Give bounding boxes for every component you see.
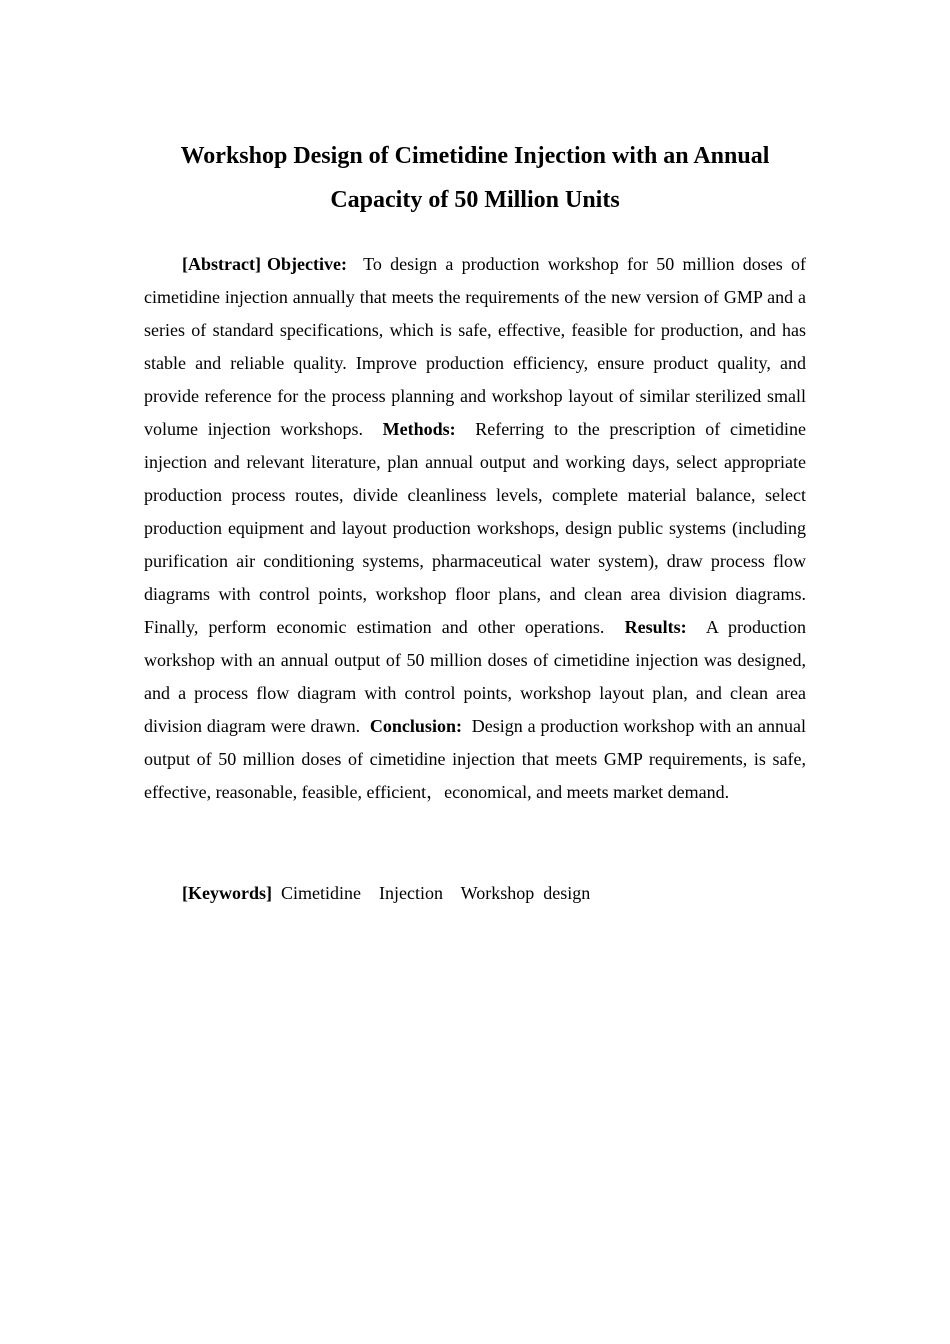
keyword-item: Workshop design [460,883,591,903]
abstract-label: [Abstract] [182,254,261,274]
document-title [144,134,806,222]
abstract-paragraph [144,248,806,809]
conclusion-text: Design a production workshop with an annual output of 50 million doses of cimetidine injection that meets GMP requirements, is safe, effective, reasonable, feasible, efficient，economical, and meets market demand. [144,716,807,802]
keywords-label: [Keywords] [182,883,272,903]
keywords-line [144,877,806,910]
methods-label: Methods: [382,419,456,439]
conclusion-label: Conclusion: [369,716,462,736]
results-label: Results: [624,617,687,637]
methods-text: Referring to the prescription of cimetidine injection and relevant literature, plan annual output and working days, select appropriate production process routes, divide cleanliness levels, complete material balance, select production equipment and layout production workshops, design public systems (including purification air conditioning systems, pharmaceutical water system), draw process flow diagrams with control points, workshop floor plans, and clean area division diagrams. Finally, perform economic estimation and other operations. [144,419,807,637]
title-line-2: Capacity of 50 Million Units [330,187,620,213]
keyword-item: Cimetidine [280,883,361,903]
title-line-1: Workshop Design of Cimetidine Injection with an Annual [180,143,770,169]
keyword-item: Injection [378,883,443,903]
objective-label: Objective: [266,254,347,274]
objective-text: To design a production workshop for 50 million doses of cimetidine injection annually that meets the requirements of the new version of GMP and a series of standard specifications, which is safe, effective, feasible for production, and has stable and reliable quality. Improve production efficiency, ensure product quality, and provide reference for the process planning and workshop layout of similar sterilized small volume injection workshops. [144,254,806,439]
results-text: A production workshop with an annual output of 50 million doses of cimetidine injection was designed, and a process flow diagram with control points, workshop layout plan, and clean area division diagram were drawn. [144,617,807,736]
